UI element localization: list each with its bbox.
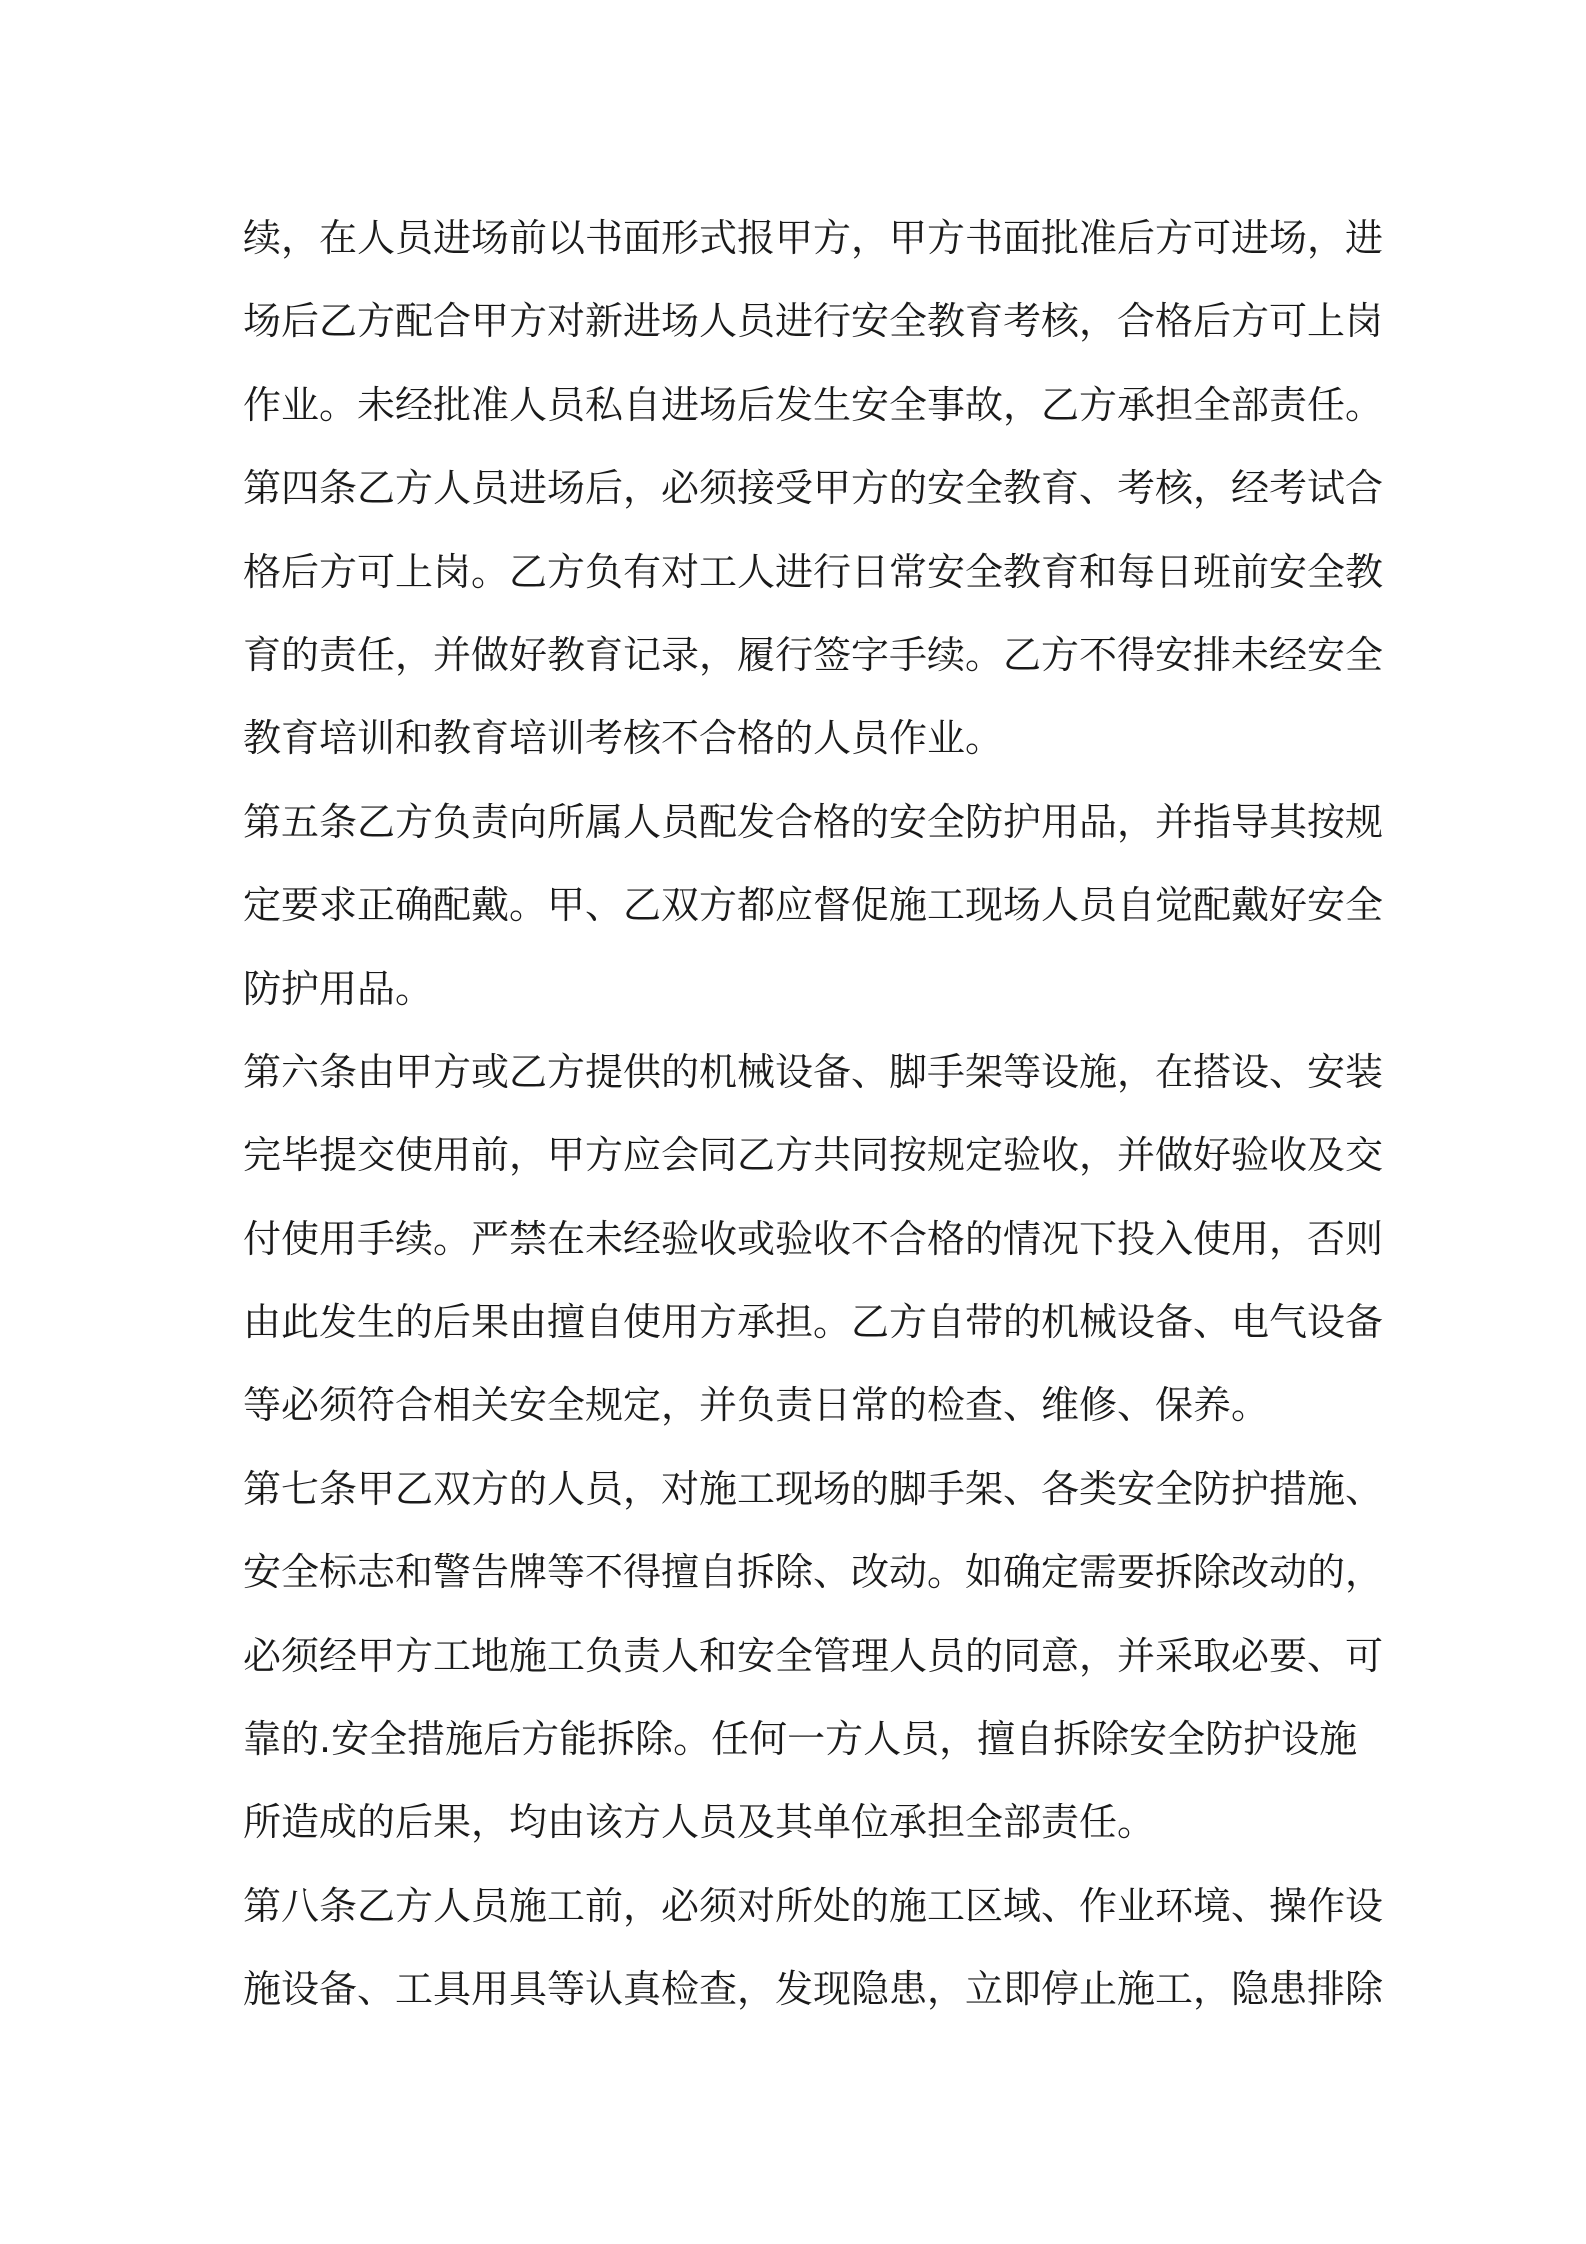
text-line: 续，在人员进场前以书面形式报甲方，甲方书面批准后方可进场，进 <box>243 216 1384 260</box>
text-line: 必须经甲方工地施工负责人和安全管理人员的同意，并采取必要、可 <box>243 1633 1384 1678</box>
text-line: 格后方可上岗。乙方负有对工人进行日常安全教育和每日班前安全教 <box>243 549 1384 594</box>
text-line: 靠的.安全措施后方能拆除。任何一方人员，擅自拆除安全防护设施 <box>243 1717 1358 1762</box>
text-line: 第七条甲乙双方的人员，对施工现场的脚手架、各类安全防护措施、 <box>243 1466 1384 1511</box>
text-line: 育的责任，并做好教育记录，履行签字手续。乙方不得安排未经安全 <box>243 632 1384 677</box>
text-line: 教育培训和教育培训考核不合格的人员作业。 <box>243 716 1004 761</box>
text-line: 第四条乙方人员进场后，必须接受甲方的安全教育、考核，经考试合 <box>243 466 1384 511</box>
text-line: 等必须符合相关安全规定，并负责日常的检查、维修、保养。 <box>243 1383 1270 1428</box>
text-line: 第五条乙方负责向所属人员配发合格的安全防护用品，并指导其按规 <box>243 799 1384 844</box>
text-line: 第八条乙方人员施工前，必须对所处的施工区域、作业环境、操作设 <box>243 1883 1384 1928</box>
text-line: 场后乙方配合甲方对新进场人员进行安全教育考核，合格后方可上岗 <box>243 299 1384 344</box>
text-line: 付使用手续。严禁在未经验收或验收不合格的情况下投入使用，否则 <box>243 1216 1384 1261</box>
text-line: 施设备、工具用具等认真检查，发现隐患，立即停止施工，隐患排除 <box>243 1967 1384 2012</box>
text-line: 定要求正确配戴。甲、乙双方都应督促施工现场人员自觉配戴好安全 <box>243 883 1384 928</box>
text-line: 安全标志和警告牌等不得擅自拆除、改动。如确定需要拆除改动的， <box>243 1550 1384 1595</box>
document-body <box>243 197 1384 2032</box>
text-line: 由此发生的后果由擅自使用方承担。乙方自带的机械设备、电气设备 <box>243 1300 1384 1345</box>
text-line: 完毕提交使用前，甲方应会同乙方共同按规定验收，并做好验收及交 <box>243 1133 1384 1178</box>
text-line: 作业。未经批准人员私自进场后发生安全事故，乙方承担全部责任。 <box>243 382 1384 427</box>
text-line: 防护用品。 <box>243 966 434 1011</box>
text-line: 第六条由甲方或乙方提供的机械设备、脚手架等设施，在搭设、安装 <box>243 1049 1384 1094</box>
text-line: 所造成的后果，均由该方人员及其单位承担全部责任。 <box>243 1800 1156 1845</box>
